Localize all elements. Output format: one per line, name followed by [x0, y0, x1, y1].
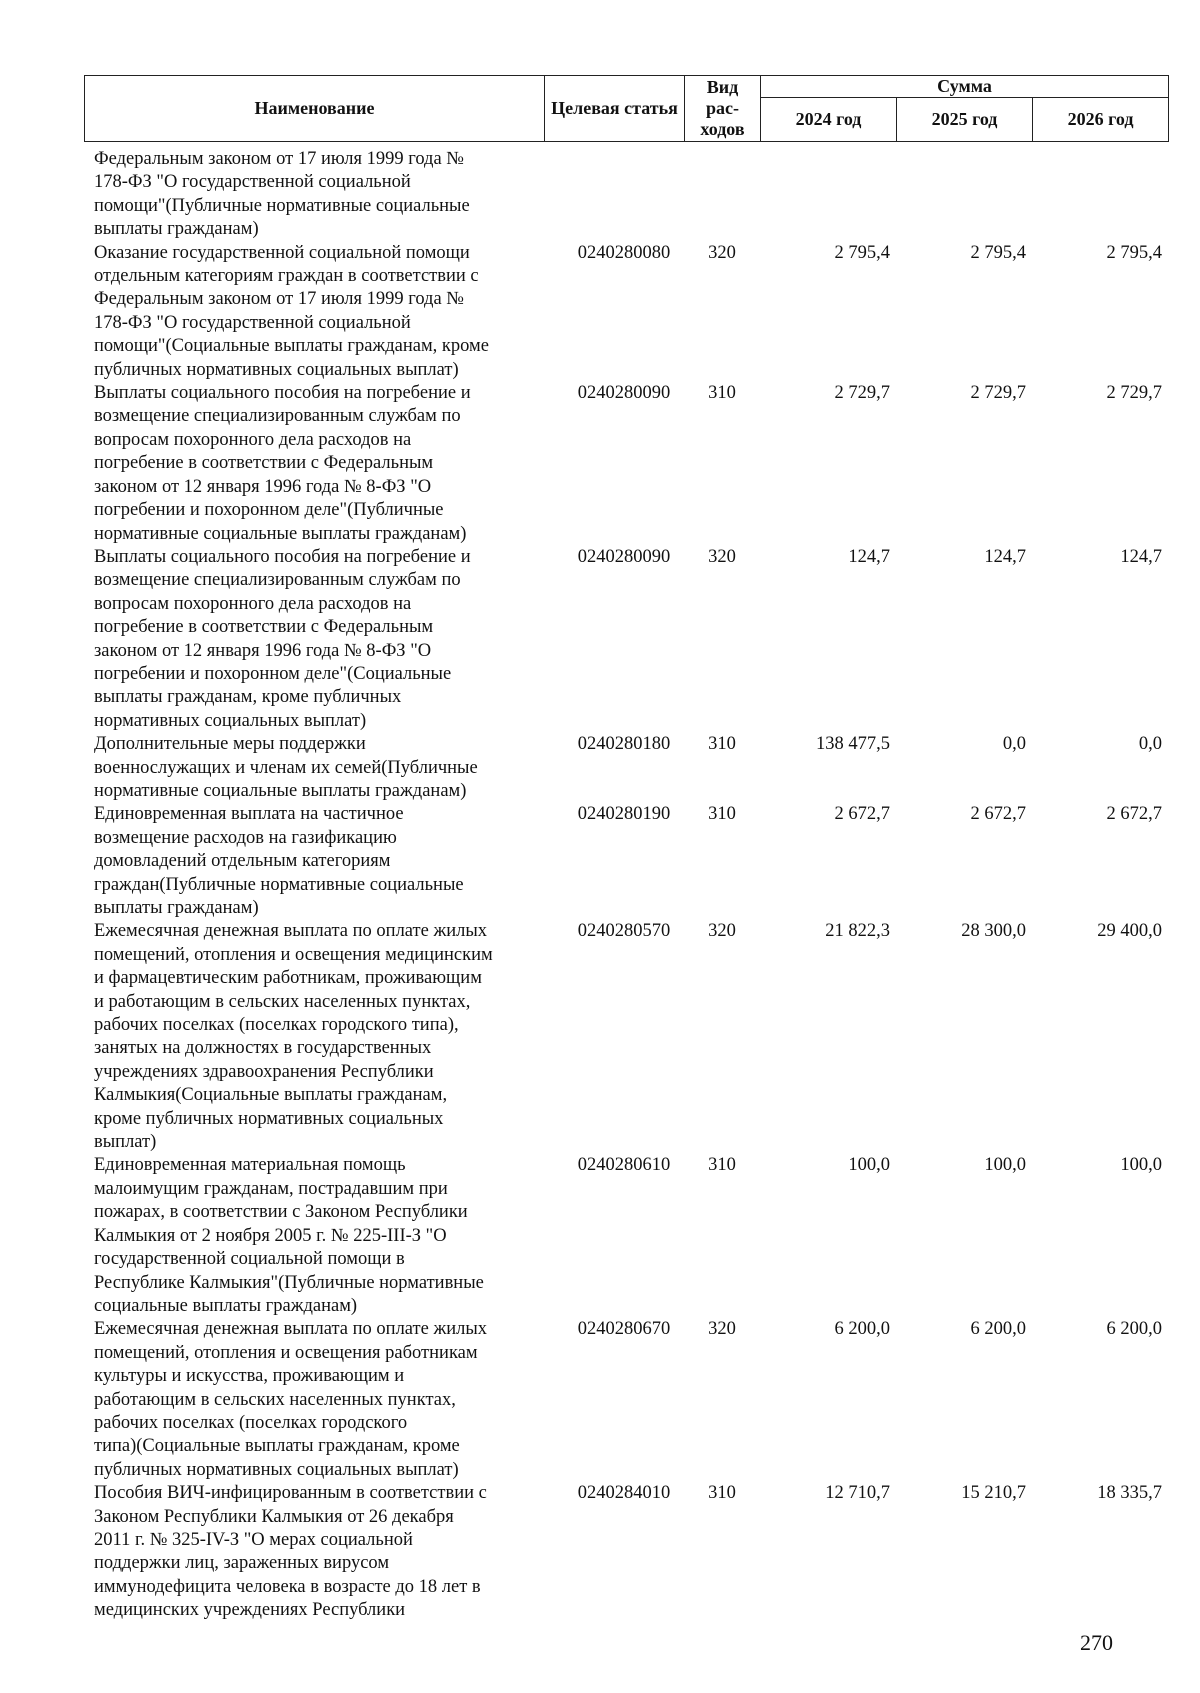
row-amount-2026: 100,0 — [1120, 1155, 1162, 1176]
row-amount-2025: 100,0 — [984, 1155, 1026, 1176]
header-year-2025: 2025 год — [897, 98, 1033, 142]
table-row — [84, 242, 1166, 382]
row-name: Единовременная материальная помощь малоимущим гражданам, пострадавшим при пожарах, в соответствии с Законом Республики Калмыкия от 2 ноября 2005 г. № 225-III-З "О государственной социальной помощи в Республике Калмыкия"(Публичные нормативные социальные выплаты гражданам) — [94, 1155, 484, 1316]
table-row — [84, 148, 1166, 242]
header-kind — [685, 76, 761, 142]
row-amount-2026: 6 200,0 — [1106, 1319, 1162, 1340]
page-number: 270 — [1080, 1630, 1113, 1655]
row-name: Единовременная выплата на частичное возмещение расходов на газификацию домовладений отдельным категориям граждан(Публичные нормативные социальные выплаты гражданам) — [94, 804, 464, 918]
row-target-article: 0240280610 — [577, 1155, 671, 1176]
header-year-2026: 2026 год — [1033, 98, 1169, 142]
table-row — [84, 546, 1166, 733]
table-body — [84, 148, 1166, 1623]
row-amount-2026: 124,7 — [1120, 546, 1162, 567]
table-row — [84, 1318, 1166, 1482]
row-target-article: 0240280090 — [577, 383, 671, 404]
row-amount-2026: 29 400,0 — [1097, 921, 1162, 942]
table-row — [84, 733, 1166, 803]
row-name: Пособия ВИЧ-инфицированным в соответствии с Законом Республики Калмыкия от 26 декабря 2011 г. № 325-IV-З "О мерах социальной поддержки лиц, зараженных вирусом иммунодефицита человека в возрасте до 18 лет в медицинских учреждениях Республики — [94, 1483, 487, 1621]
row-amount-2024: 100,0 — [848, 1155, 890, 1176]
row-amount-2025: 15 210,7 — [961, 1483, 1026, 1504]
row-amount-2026: 0,0 — [1138, 734, 1162, 755]
row-amount-2026: 2 672,7 — [1106, 804, 1162, 825]
row-target-article: 0240280570 — [577, 921, 671, 942]
header-kind-line: ходов — [700, 119, 745, 139]
row-amount-2024: 124,7 — [848, 546, 890, 567]
row-expense-kind: 310 — [708, 383, 736, 404]
row-amount-2024: 2 672,7 — [834, 804, 890, 825]
row-amount-2024: 21 822,3 — [825, 921, 890, 942]
row-expense-kind: 310 — [708, 804, 736, 825]
row-amount-2024: 2 795,4 — [834, 242, 890, 263]
table-row — [84, 920, 1166, 1154]
table-row — [84, 1154, 1166, 1318]
header-name: Наименование — [85, 76, 545, 142]
row-name: Выплаты социального пособия на погребение и возмещение специализированным службам по вопросам похоронного дела расходов на погребение в соответствии с Федеральным законом от 12 января 1996 года № 8-ФЗ "О погребении и похоронном деле"(Социальные выплаты гражданам, кроме публичных нормативных социальных выплат) — [94, 546, 471, 731]
row-amount-2025: 2 795,4 — [970, 242, 1026, 263]
row-amount-2026: 2 729,7 — [1106, 383, 1162, 404]
row-target-article: 0240280190 — [577, 804, 671, 825]
row-amount-2025: 2 672,7 — [970, 804, 1026, 825]
row-amount-2024: 12 710,7 — [825, 1483, 890, 1504]
row-expense-kind: 310 — [708, 1155, 736, 1176]
row-amount-2026: 2 795,4 — [1106, 242, 1162, 263]
row-amount-2025: 6 200,0 — [970, 1319, 1026, 1340]
row-target-article: 0240280080 — [577, 242, 671, 263]
row-expense-kind: 310 — [708, 1483, 736, 1504]
row-target-article: 0240280090 — [577, 546, 671, 567]
row-name: Федеральным законом от 17 июля 1999 года № 178-ФЗ "О государственной социальной помощи"(Публичные нормативные социальные выплаты гражданам) — [94, 149, 470, 240]
row-amount-2025: 2 729,7 — [970, 383, 1026, 404]
table-header — [84, 75, 1169, 142]
row-amount-2024: 6 200,0 — [834, 1319, 890, 1340]
header-target-article: Целевая статья — [545, 76, 685, 142]
header-sum: Сумма — [761, 76, 1169, 98]
row-amount-2025: 0,0 — [1002, 734, 1026, 755]
row-name: Дополнительные меры поддержки военнослужащих и членам их семей(Публичные нормативные социальные выплаты гражданам) — [94, 734, 478, 801]
row-target-article: 0240284010 — [577, 1483, 671, 1504]
row-amount-2025: 124,7 — [984, 546, 1026, 567]
row-expense-kind: 320 — [708, 921, 736, 942]
row-name: Ежемесячная денежная выплата по оплате жилых помещений, отопления и освещения медицинским и фармацевтическим работникам, проживающим и работающим в сельских населенных пунктах, рабочих поселках (поселках городского типа), занятых на должностях в государственных учреждениях здравоохранения Республики Калмыкия(Социальные выплаты гражданам, кроме публичных нормативных социальных выплат) — [94, 921, 493, 1153]
header-kind-line: рас- — [706, 98, 739, 118]
row-name: Ежемесячная денежная выплата по оплате жилых помещений, отопления и освещения работникам культуры и искусства, проживающим и работающим в сельских населенных пунктах, рабочих поселках (поселках городского типа)(Социальные выплаты гражданам, кроме публичных нормативных социальных выплат) — [94, 1319, 488, 1480]
row-name: Выплаты социального пособия на погребение и возмещение специализированным службам по вопросам похоронного дела расходов на погребение в соответствии с Федеральным законом от 12 января 1996 года № 8-ФЗ "О погребении и похоронном деле"(Публичные нормативные социальные выплаты гражданам) — [94, 383, 471, 544]
table-row — [84, 382, 1166, 546]
header-year-2024: 2024 год — [761, 98, 897, 142]
row-expense-kind: 310 — [708, 734, 736, 755]
table-row — [84, 803, 1166, 920]
row-name: Оказание государственной социальной помощи отдельным категориям граждан в соответствии с Федеральным законом от 17 июля 1999 года № 178-ФЗ "О государственной социальной помощи"(Социальные выплаты гражданам, кроме публичных нормативных социальных выплат) — [94, 242, 489, 380]
row-expense-kind: 320 — [708, 546, 736, 567]
row-amount-2024: 2 729,7 — [834, 383, 890, 404]
row-amount-2025: 28 300,0 — [961, 921, 1026, 942]
row-amount-2026: 18 335,7 — [1097, 1483, 1162, 1504]
row-expense-kind: 320 — [708, 242, 736, 263]
row-target-article: 0240280180 — [577, 734, 671, 755]
row-amount-2024: 138 477,5 — [816, 734, 890, 755]
row-target-article: 0240280670 — [577, 1319, 671, 1340]
row-expense-kind: 320 — [708, 1319, 736, 1340]
header-kind-line: Вид — [706, 77, 739, 97]
table-row — [84, 1482, 1166, 1622]
